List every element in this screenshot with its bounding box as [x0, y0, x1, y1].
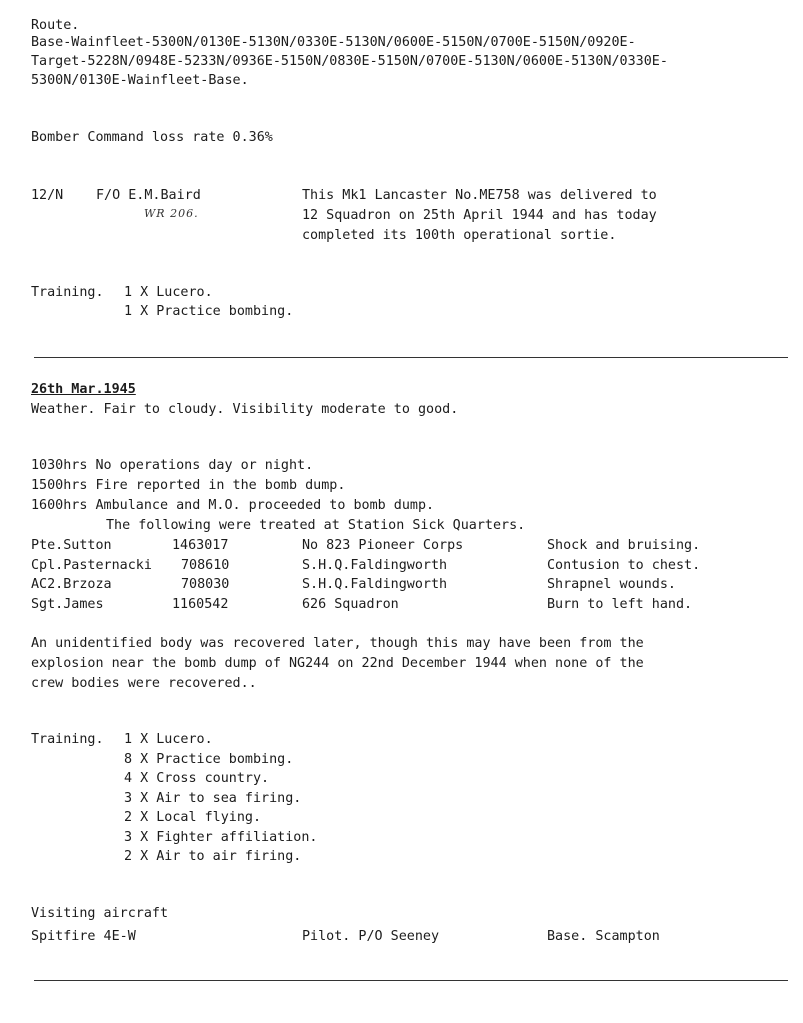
casualty-name: Cpl.Pasternacki	[31, 558, 152, 573]
section-divider	[34, 357, 788, 358]
sortie-note-1: This Mk1 Lancaster No.ME758 was delivered to	[302, 188, 657, 203]
casualty-number: 708030	[181, 577, 230, 592]
training-item: 8 X Practice bombing.	[124, 752, 294, 767]
route-line-2: Target-5228N/0948E-5233N/0936E-5150N/0830E-5150N/0700E-5130N/0600E-5130N/0330E-	[31, 54, 668, 69]
casualty-unit: No 823 Pioneer Corps	[302, 538, 464, 553]
visiting-label: Visiting aircraft	[31, 906, 169, 921]
training-item: 2 X Local flying.	[124, 810, 262, 825]
route-line-3: 5300N/0130E-Wainfleet-Base.	[31, 73, 249, 88]
treated-intro: The following were treated at Station Sick Quarters.	[106, 518, 526, 533]
handwritten-annotation: WR 206.	[144, 207, 199, 220]
casualty-injury: Contusion to chest.	[547, 558, 701, 573]
entry-date: 26th Mar.1945	[31, 382, 136, 397]
training-item: 1 X Lucero.	[124, 732, 213, 747]
casualty-name: Pte.Sutton	[31, 538, 112, 553]
casualty-injury: Burn to left hand.	[547, 597, 693, 612]
visiting-base: Base. Scampton	[547, 929, 660, 944]
event-line: 1030hrs No operations day or night.	[31, 458, 314, 473]
training-item: 2 X Air to air firing.	[124, 849, 302, 864]
event-line: 1500hrs Fire reported in the bomb dump.	[31, 478, 346, 493]
casualty-number: 1463017	[172, 538, 229, 553]
aircraft-code: 12/N	[31, 188, 64, 203]
section-divider	[34, 980, 788, 981]
event-line: 1600hrs Ambulance and M.O. proceeded to bomb dump.	[31, 498, 435, 513]
training-item: 3 X Air to sea firing.	[124, 791, 302, 806]
training-label: Training.	[31, 285, 104, 300]
casualty-number: 1160542	[172, 597, 229, 612]
body-line: crew bodies were recovered..	[31, 676, 257, 691]
training-item: 1 X Practice bombing.	[124, 304, 294, 319]
route-label: Route.	[31, 18, 80, 33]
training-item: 3 X Fighter affiliation.	[124, 830, 318, 845]
casualty-name: Sgt.James	[31, 597, 104, 612]
loss-rate: Bomber Command loss rate 0.36%	[31, 130, 273, 145]
route-line-1: Base-Wainfleet-5300N/0130E-5130N/0330E-5130N/0600E-5150N/0700E-5150N/0920E-	[31, 35, 636, 50]
training-item: 1 X Lucero.	[124, 285, 213, 300]
body-line: An unidentified body was recovered later, though this may have been from the	[31, 636, 644, 651]
casualty-injury: Shrapnel wounds.	[547, 577, 676, 592]
casualty-number: 708610	[181, 558, 230, 573]
casualty-injury: Shock and bruising.	[547, 538, 701, 553]
casualty-name: AC2.Brzoza	[31, 577, 112, 592]
casualty-unit: 626 Squadron	[302, 597, 399, 612]
training-item: 4 X Cross country.	[124, 771, 270, 786]
training-label: Training.	[31, 732, 104, 747]
visiting-aircraft: Spitfire 4E-W	[31, 929, 136, 944]
weather-line: Weather. Fair to cloudy. Visibility moderate to good.	[31, 402, 459, 417]
pilot-name: F/O E.M.Baird	[96, 188, 201, 203]
body-line: explosion near the bomb dump of NG244 on 22nd December 1944 when none of the	[31, 656, 644, 671]
casualty-unit: S.H.Q.Faldingworth	[302, 577, 448, 592]
sortie-note-3: completed its 100th operational sortie.	[302, 228, 617, 243]
sortie-note-2: 12 Squadron on 25th April 1944 and has today	[302, 208, 657, 223]
casualty-unit: S.H.Q.Faldingworth	[302, 558, 448, 573]
visiting-pilot: Pilot. P/O Seeney	[302, 929, 440, 944]
